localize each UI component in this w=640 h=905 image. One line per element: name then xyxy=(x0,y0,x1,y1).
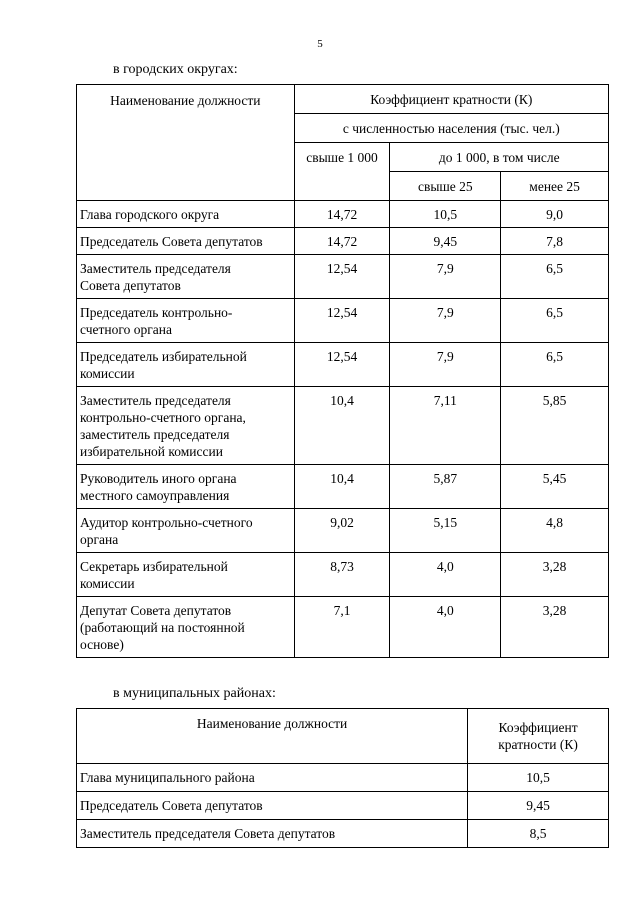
coef-over-25-cell: 10,5 xyxy=(390,201,501,228)
coef-under-25-cell: 6,5 xyxy=(501,343,609,387)
header-under-25: менее 25 xyxy=(501,172,609,201)
coef-over-1000-cell: 7,1 xyxy=(294,597,390,658)
position-name-line: Заместитель председателя xyxy=(80,393,231,408)
coef-over-25-cell: 7,9 xyxy=(390,255,501,299)
position-name-line: Совета депутатов xyxy=(80,278,181,293)
coef-over-1000-cell: 14,72 xyxy=(294,201,390,228)
header-coefficient-line2: кратности (К) xyxy=(498,737,578,752)
page-number: 5 xyxy=(317,38,323,50)
coef-over-25-cell: 5,87 xyxy=(390,465,501,509)
coefficient-cell: 9,45 xyxy=(468,792,609,820)
section-intro-municipal-districts: в муниципальных районах: xyxy=(113,686,276,701)
coef-over-1000-cell: 12,54 xyxy=(294,299,390,343)
header-coefficient xyxy=(468,709,609,764)
coef-over-1000-cell: 14,72 xyxy=(294,228,390,255)
header-population: с численностью населения (тыс. чел.) xyxy=(294,114,608,143)
position-name-line: (работающий на постоянной xyxy=(80,620,245,635)
coef-under-25-cell: 3,28 xyxy=(501,597,609,658)
position-name-line: Депутат Совета депутатов xyxy=(80,603,232,618)
coef-over-1000-cell: 12,54 xyxy=(294,343,390,387)
coef-over-25-cell: 7,9 xyxy=(390,299,501,343)
table-row xyxy=(77,553,609,597)
position-name-cell xyxy=(77,597,295,658)
coef-over-25-cell: 7,9 xyxy=(390,343,501,387)
coef-under-25-cell: 3,28 xyxy=(501,553,609,597)
table-row xyxy=(77,597,609,658)
table-row xyxy=(77,465,609,509)
coef-over-1000-cell: 8,73 xyxy=(294,553,390,597)
coef-over-25-cell: 9,45 xyxy=(390,228,501,255)
header-position-name: Наименование должности xyxy=(77,709,468,764)
coef-under-25-cell: 5,45 xyxy=(501,465,609,509)
position-name-cell xyxy=(77,228,295,255)
header-up-to-1000: до 1 000, в том числе xyxy=(390,143,609,172)
coef-over-25-cell: 7,11 xyxy=(390,387,501,465)
coef-over-25-cell: 4,0 xyxy=(390,553,501,597)
position-name-cell: Председатель Совета депутатов xyxy=(77,792,468,820)
position-name-cell xyxy=(77,553,295,597)
table-row xyxy=(77,201,609,228)
position-name-line: заместитель председателя xyxy=(80,427,230,442)
coef-under-25-cell: 4,8 xyxy=(501,509,609,553)
coef-over-1000-cell: 10,4 xyxy=(294,387,390,465)
position-name-cell xyxy=(77,201,295,228)
coef-under-25-cell: 9,0 xyxy=(501,201,609,228)
position-name-line: органа xyxy=(80,532,119,547)
position-name-line: Секретарь избирательной xyxy=(80,559,228,574)
coef-over-1000-cell: 9,02 xyxy=(294,509,390,553)
header-over-25: свыше 25 xyxy=(390,172,501,201)
position-name-cell xyxy=(77,299,295,343)
position-name-line: контрольно-счетного органа, xyxy=(80,410,246,425)
position-name-line: счетного органа xyxy=(80,322,172,337)
table-row xyxy=(77,509,609,553)
coef-under-25-cell: 5,85 xyxy=(501,387,609,465)
table-row xyxy=(77,299,609,343)
coef-over-1000-cell: 12,54 xyxy=(294,255,390,299)
table-row xyxy=(77,764,609,792)
table-row xyxy=(77,820,609,848)
header-coefficient-line1: Коэффициент xyxy=(498,720,578,735)
coef-under-25-cell: 7,8 xyxy=(501,228,609,255)
table-row xyxy=(77,387,609,465)
position-name-line: Аудитор контрольно-счетного xyxy=(80,515,253,530)
position-name-line: Председатель Совета депутатов xyxy=(80,234,263,249)
table-row xyxy=(77,228,609,255)
municipal-districts-coefficient-table xyxy=(76,708,609,848)
position-name-line: Руководитель иного органа xyxy=(80,471,237,486)
coef-over-25-cell: 5,15 xyxy=(390,509,501,553)
position-name-cell xyxy=(77,465,295,509)
coef-under-25-cell: 6,5 xyxy=(501,255,609,299)
position-name-line: Председатель контрольно- xyxy=(80,305,233,320)
position-name-line: Заместитель председателя xyxy=(80,261,231,276)
position-name-line: Председатель избирательной xyxy=(80,349,247,364)
coef-over-1000-cell: 10,4 xyxy=(294,465,390,509)
position-name-line: избирательной комиссии xyxy=(80,444,223,459)
header-over-1000: свыше 1 000 xyxy=(294,143,390,201)
coefficient-cell: 8,5 xyxy=(468,820,609,848)
position-name-cell xyxy=(77,255,295,299)
table-row xyxy=(77,255,609,299)
position-name-line: комиссии xyxy=(80,366,135,381)
position-name-line: местного самоуправления xyxy=(80,488,230,503)
coef-over-25-cell: 4,0 xyxy=(390,597,501,658)
section-intro-city-districts: в городских округах: xyxy=(113,62,238,77)
table-row xyxy=(77,343,609,387)
coefficient-cell: 10,5 xyxy=(468,764,609,792)
position-name-line: комиссии xyxy=(80,576,135,591)
coef-under-25-cell: 6,5 xyxy=(501,299,609,343)
header-position-name: Наименование должности xyxy=(77,85,295,201)
position-name-cell xyxy=(77,509,295,553)
header-coefficient: Коэффициент кратности (К) xyxy=(294,85,608,114)
position-name-cell: Заместитель председателя Совета депутатов xyxy=(77,820,468,848)
table-row xyxy=(77,792,609,820)
position-name-cell: Глава муниципального района xyxy=(77,764,468,792)
position-name-cell xyxy=(77,343,295,387)
position-name-line: основе) xyxy=(80,637,124,652)
position-name-cell xyxy=(77,387,295,465)
city-districts-coefficient-table xyxy=(76,84,609,658)
position-name-line: Глава городского округа xyxy=(80,207,220,222)
